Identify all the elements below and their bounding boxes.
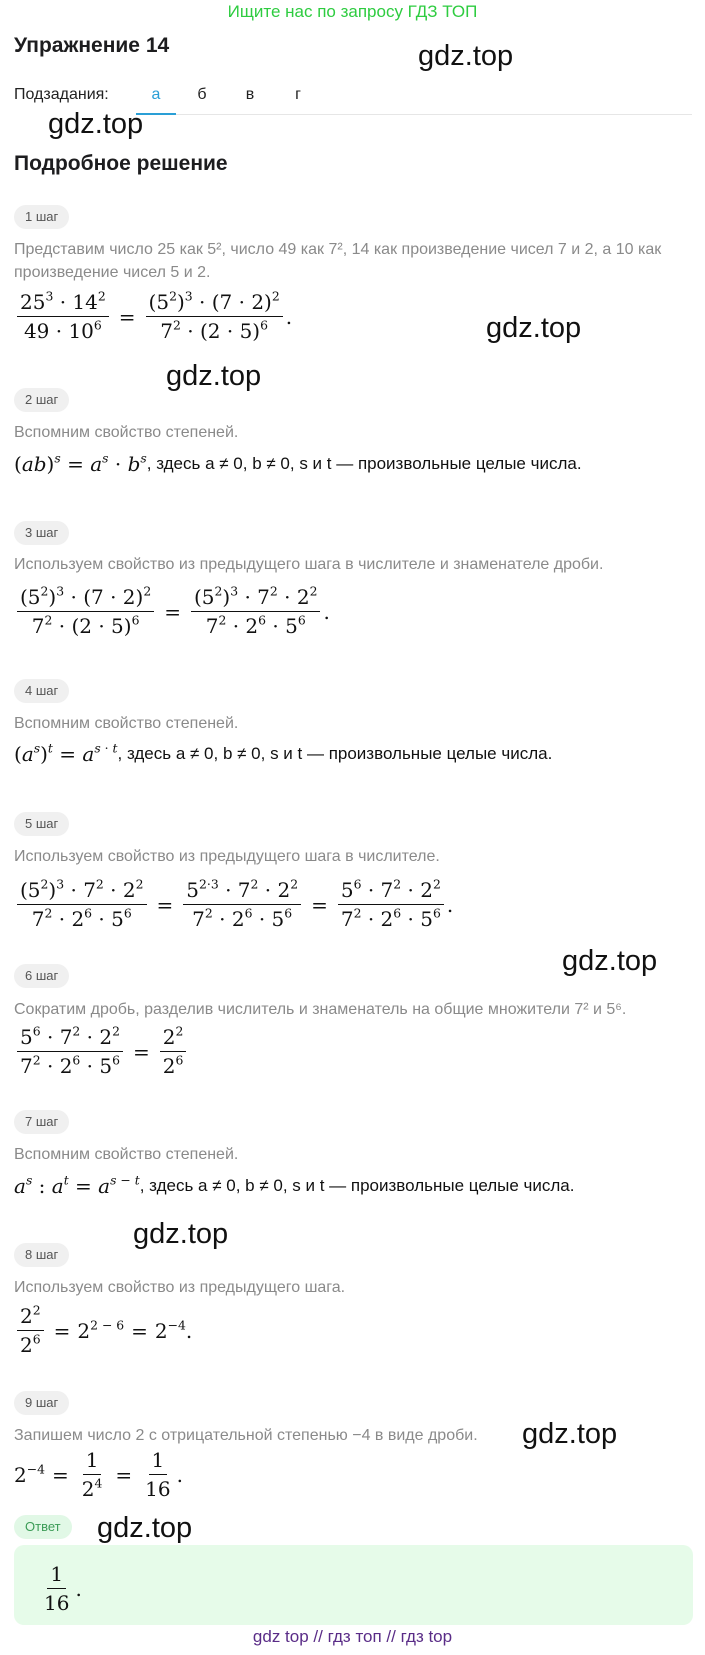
watermark: gdz.top bbox=[522, 1418, 618, 1450]
tabs-divider bbox=[176, 114, 692, 115]
tab-v[interactable]: в bbox=[245, 86, 255, 103]
tab-g[interactable]: г bbox=[295, 86, 301, 103]
watermark: gdz.top bbox=[418, 40, 514, 72]
watermark: gdz.top bbox=[486, 312, 582, 344]
step-badge: 2 шаг bbox=[14, 388, 69, 412]
page-title: Упражнение 14 bbox=[14, 34, 170, 57]
step-badge: 1 шаг bbox=[14, 205, 69, 229]
step-formula: $\frac{(5^2)^3 \cdot 7^2 \cdot 2^2}{7^2 \cdot 2^6 \cdot 5^6}$ = $\frac{5^{2\cdot 3} \cdot 7^2 \cdot 2^2}{7^2 \cdot 2^6 \cdot 5^6}$ = $\frac{5^6 \cdot 7^2 \cdot 2^2}{7^2 \cdot 2^6 \cdot 5^6}$ . bbox=[14, 878, 453, 931]
step-formula: $\frac{2^2}{2^6}$ = $2^{2 - 6}$ = $2^{-4}$ . bbox=[14, 1304, 192, 1357]
step-badge: 5 шаг bbox=[14, 812, 69, 836]
answer-formula: $\frac{1}{16}$ . bbox=[44, 1562, 82, 1615]
step-badge: 9 шаг bbox=[14, 1391, 69, 1415]
watermark: gdz.top bbox=[166, 360, 262, 392]
step-badge: 8 шаг bbox=[14, 1243, 69, 1267]
step-formula: $a^s$ : $a^t = a^{s - t}$ , здесь a ≠ 0, b ≠ 0, s и t — произвольные целые числа. bbox=[14, 1172, 575, 1198]
step-formula: $\frac{5^6 \cdot 7^2 \cdot 2^2}{7^2 \cdot 2^6 \cdot 5^6}$ = $\frac{2^2}{2^6}$ bbox=[14, 1025, 189, 1078]
footer-links[interactable]: gdz top // гдз топ // гдз top bbox=[252, 1627, 453, 1646]
watermark: gdz.top bbox=[48, 108, 144, 140]
watermark: gdz.top bbox=[133, 1218, 229, 1250]
watermark: gdz.top bbox=[562, 945, 658, 977]
section-title: Подробное решение bbox=[14, 152, 228, 175]
step-description: Используем свойство из предыдущего шага в числителе. bbox=[14, 848, 440, 865]
step-formula: $(a^s)^t = a^{s \cdot t}$ , здесь a ≠ 0, b ≠ 0, s и t — произвольные целые числа. bbox=[14, 740, 553, 766]
step-description: Вспомним свойство степеней. bbox=[14, 715, 239, 732]
step-description: Вспомним свойство степеней. bbox=[14, 1146, 239, 1163]
step-formula: $2^{-4}$ = $\frac{1}{2^4}$ = $\frac{1}{16}$ . bbox=[14, 1448, 183, 1501]
watermark: gdz.top bbox=[97, 1512, 193, 1544]
step-badge: 4 шаг bbox=[14, 679, 69, 703]
top-banner[interactable]: Ищите нас по запросу ГДЗ ТОП bbox=[227, 2, 478, 21]
step-badge: 3 шаг bbox=[14, 521, 69, 545]
step-description: Представим число 25 как 5², число 49 как 7², 14 как произведение чисел 7 и 2, а 10 как произведение чисел 5 и 2. bbox=[14, 241, 662, 281]
step-description: Используем свойство из предыдущего шага в числителе и знаменателе дроби. bbox=[14, 556, 604, 573]
step-description: Вспомним свойство степеней. bbox=[14, 424, 239, 441]
tab-b[interactable]: б bbox=[197, 86, 207, 103]
answer-badge: Ответ bbox=[14, 1515, 72, 1539]
step-description: Сократим дробь, разделив числитель и знаменатель на общие множители 7² и 5⁶. bbox=[14, 1001, 627, 1018]
step-description: Используем свойство из предыдущего шага. bbox=[14, 1279, 346, 1296]
tab-a[interactable]: а bbox=[151, 86, 161, 103]
step-badge: 6 шаг bbox=[14, 964, 69, 988]
subtasks-label: Подзадания: bbox=[14, 86, 109, 103]
step-description: Запишем число 2 с отрицательной степенью −4 в виде дроби. bbox=[14, 1427, 478, 1444]
answer-box bbox=[14, 1545, 693, 1625]
step-formula: $\frac{25^3 \cdot 14^2}{49 \cdot 10^6}$ = $\frac{(5^2)^3 \cdot (7 \cdot 2)^2}{7^2 \cdot (2 \cdot 5)^6}$ . bbox=[14, 290, 292, 343]
step-badge: 7 шаг bbox=[14, 1110, 69, 1134]
step-formula: $(ab)^s = a^s \cdot b^s$ , здесь a ≠ 0, b ≠ 0, s и t — произвольные целые числа. bbox=[14, 450, 582, 476]
step-formula: $\frac{(5^2)^3 \cdot (7 \cdot 2)^2}{7^2 \cdot (2 \cdot 5)^6}$ = $\frac{(5^2)^3 \cdot 7^2 \cdot 2^2}{7^2 \cdot 2^6 \cdot 5^6}$ . bbox=[14, 585, 330, 638]
